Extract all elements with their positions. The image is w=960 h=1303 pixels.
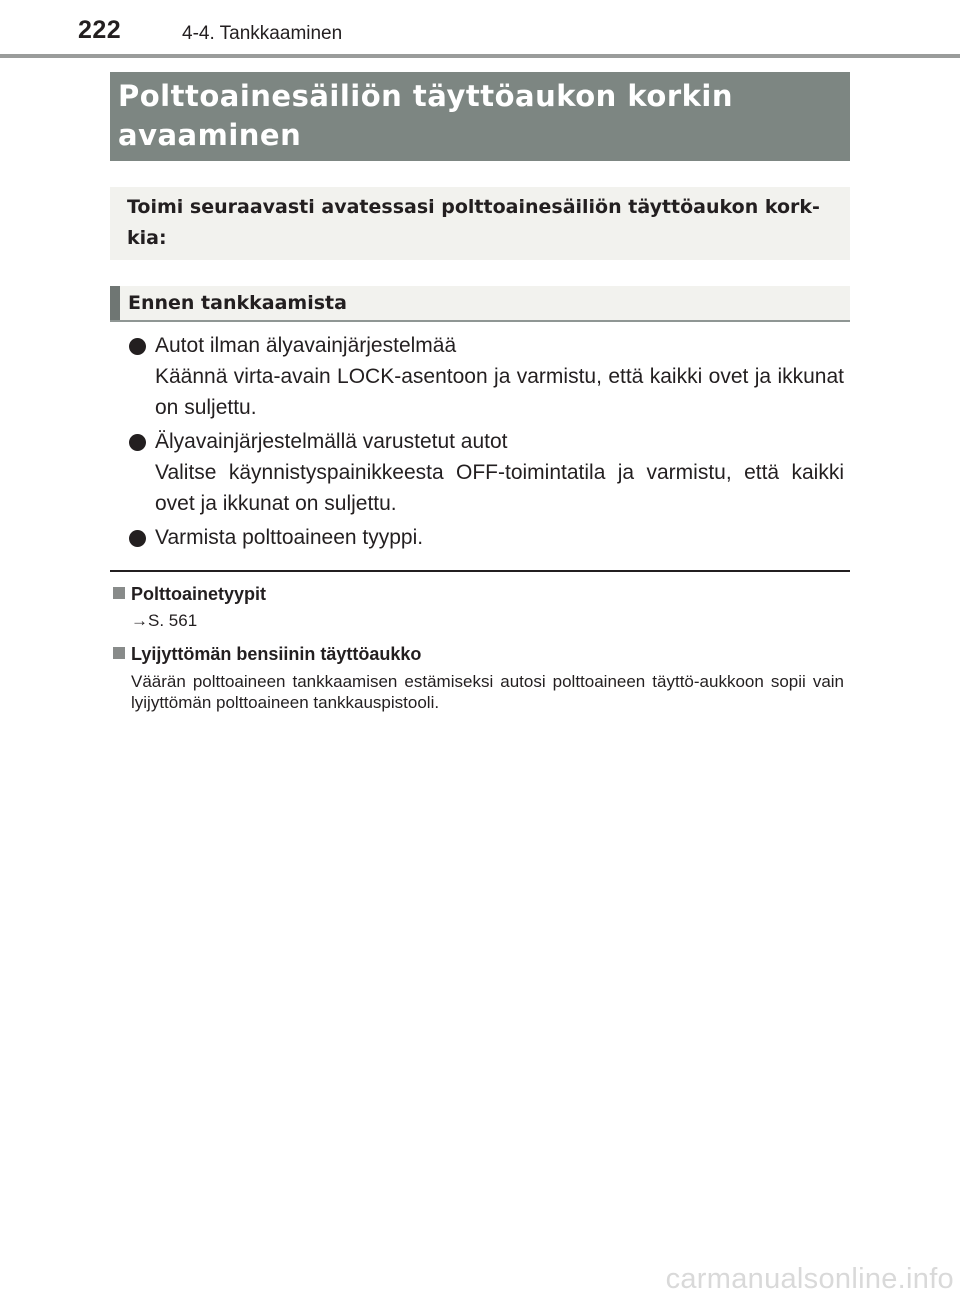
watermark: carmanualsonline.info (665, 1263, 954, 1295)
subsection-bar (110, 286, 850, 322)
intro-box (110, 187, 850, 260)
running-header: 4-4. Tankkaaminen (182, 23, 343, 44)
bullet-icon (129, 530, 146, 547)
page-reference[interactable] (112, 609, 844, 633)
note-heading (112, 642, 844, 666)
page-reference-text: S. 561 (148, 611, 198, 630)
note-heading-text: Polttoainetyypit (131, 584, 267, 604)
bullet-list (126, 330, 844, 556)
title-banner (110, 72, 850, 161)
page-number: 222 (78, 16, 122, 44)
subsection-accent (110, 286, 120, 320)
note-unleaded-inlet (112, 642, 844, 713)
bullet-body: Käännä virta-avain LOCK-asentoon ja varmistu, että kaikki ovet ja ikkunat on suljettu. (155, 365, 844, 419)
note-heading-text: Lyijyttömän bensiinin täyttöaukko (131, 644, 422, 664)
header-rule (0, 54, 960, 58)
square-bullet-icon (113, 647, 125, 659)
square-bullet-icon (113, 587, 125, 599)
bullet-heading: Älyavainjärjestelmällä varustetut autot (155, 430, 508, 453)
intro-text: Toimi seuraavasti avatessasi polttoainesäiliön täyttöaukon kork-kia: (127, 196, 820, 249)
bullet-icon (129, 434, 146, 451)
page-title: Polttoainesäiliön täyttöaukon korkin avaaminen (118, 79, 733, 152)
list-item (126, 522, 844, 553)
note-body: Väärän polttoaineen tankkaamisen estämiseksi autosi polttoaineen täyttö-aukkoon sopii vain lyijyttömän polttoaineen tankkauspistooli. (131, 672, 844, 712)
list-item (126, 330, 844, 423)
bullet-heading: Autot ilman älyavainjärjestelmää (155, 334, 457, 357)
subsection-title: Ennen tankkaamista (128, 292, 347, 314)
note-fuel-types (112, 582, 844, 633)
list-item (126, 426, 844, 519)
bullet-heading: Varmista polttoaineen tyyppi. (155, 526, 424, 549)
arrow-right-icon: → (131, 611, 148, 630)
section-divider (110, 570, 850, 572)
bullet-icon (129, 338, 146, 355)
note-heading (112, 582, 844, 606)
bullet-body: Valitse käynnistyspainikkeesta OFF-toimintatila ja varmistu, että kaikki ovet ja ikkunat on suljettu. (155, 461, 844, 515)
